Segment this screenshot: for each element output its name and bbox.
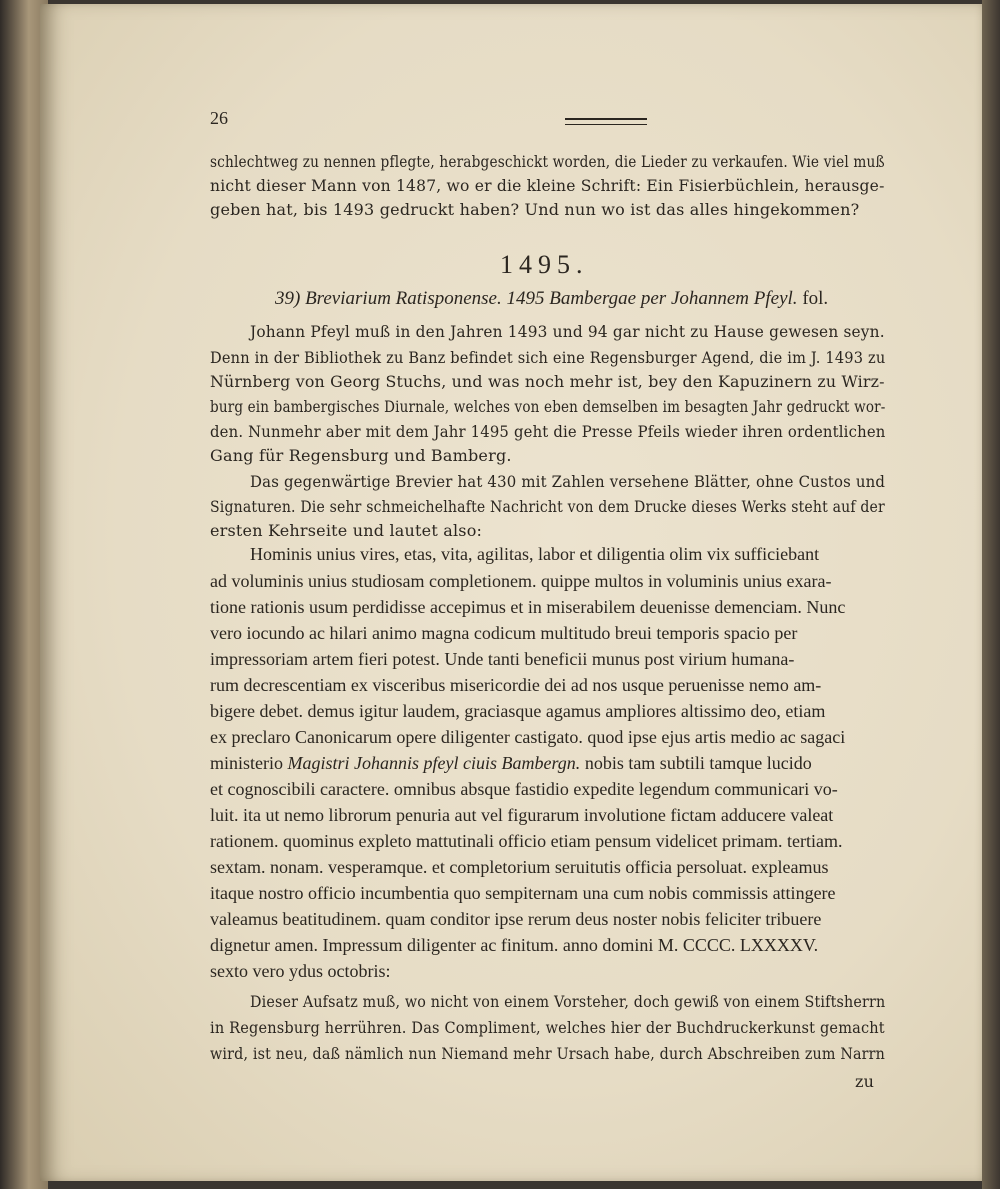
paragraph-line: Denn in der Bibliothek zu Banz befindet sich eine Regensburger Agend, die im J. 1493 zu bbox=[210, 348, 886, 367]
latin-line: et cognoscibili caractere. omnibus absque fastidio expedite legendum communicari vo- bbox=[210, 779, 838, 799]
paragraph-line: ersten Kehrseite und lautet also: bbox=[210, 521, 483, 540]
intro-line: geben hat, bis 1493 gedruckt haben? Und nun wo ist das alles hingekommen? bbox=[210, 200, 860, 219]
latin-line-part: nobis tam subtili tamque lucido bbox=[584, 753, 812, 773]
page-number: 26 bbox=[210, 108, 228, 128]
entry-heading bbox=[275, 288, 828, 310]
header-rule bbox=[565, 118, 647, 120]
latin-line: impressoriam artem fieri potest. Unde tanti beneficii munus post virium humana- bbox=[210, 649, 795, 669]
latin-line: Hominis unius vires, etas, vita, agilitas, labor et diligentia olim vix sufficiebant bbox=[250, 544, 820, 564]
latin-line: sextam. nonam. vesperamque. et completorium seruitutis officia persoluat. expleamus bbox=[210, 857, 829, 877]
latin-line: tione rationis usum perdidisse accepimus et in miserabilem deuenisse demenciam. Nunc bbox=[210, 597, 846, 617]
latin-line: vero iocundo ac hilari animo magna codicum multitudo breui temporis spacio per bbox=[210, 623, 798, 643]
latin-line: valeamus beatitudinem. quam conditor ipse rerum deus noster nobis feliciter tribuere bbox=[210, 909, 822, 929]
latin-line: ex preclaro Canonicarum opere diligenter castigato. quod ipse ejus artis medio ac sagaci bbox=[210, 727, 846, 747]
latin-line: itaque nostro officio incumbentia quo sempiternam una cum nobis commissis attingere bbox=[210, 883, 836, 903]
catchword: zu bbox=[855, 1072, 875, 1091]
header-rule-thin bbox=[565, 124, 647, 125]
latin-line: rum decrescentiam ex visceribus misericordie dei ad nos usque peruenisse nemo am- bbox=[210, 675, 822, 695]
paragraph-line: burg ein bambergisches Diurnale, welches von eben demselben im besagten Jahr gedruckt wor- bbox=[210, 397, 886, 416]
entry-number: 39) bbox=[275, 288, 301, 309]
paragraph-line: Johann Pfeyl muß in den Jahren 1493 und 94 gar nicht zu Hause gewesen seyn. bbox=[250, 322, 885, 341]
paragraph-line: wird, ist neu, daß nämlich nun Niemand mehr Ursach habe, durch Abschreiben zum Narrn bbox=[210, 1044, 886, 1063]
paragraph-line: Gang für Regensburg und Bamberg. bbox=[210, 446, 512, 465]
latin-line: sexto vero ydus octobris: bbox=[210, 961, 391, 981]
paragraph-line: den. Nunmehr aber mit dem Jahr 1495 geht die Presse Pfeils wieder ihren ordentlichen bbox=[210, 422, 886, 441]
page-edge bbox=[982, 0, 1000, 1189]
paragraph-line: Signaturen. Die sehr schmeichelhafte Nachricht von dem Drucke dieses Werks steht auf der bbox=[210, 497, 885, 516]
entry-format: fol. bbox=[802, 288, 829, 309]
paragraph-line: Dieser Aufsatz muß, wo nicht von einem Vorsteher, doch gewiß von einem Stiftsherrn bbox=[250, 992, 886, 1011]
paragraph-line: in Regensburg herrühren. Das Compliment, welches hier der Buchdruckerkunst gemacht bbox=[210, 1018, 885, 1037]
year-heading: 1495. bbox=[500, 250, 589, 279]
latin-line: bigere debet. demus igitur laudem, graciasque agamus ampliores altissimo deo, etiam bbox=[210, 701, 826, 721]
latin-line: dignetur amen. Impressum diligenter ac finitum. anno domini M. CCCC. LXXXXV. bbox=[210, 935, 819, 955]
latin-line bbox=[210, 753, 812, 774]
latin-line: rationem. quominus expleto mattutinali officio etiam pensum videlicet primam. tertiam. bbox=[210, 831, 843, 851]
paragraph-line: Nürnberg von Georg Stuchs, und was noch mehr ist, bey den Kapuzinern zu Wirz- bbox=[210, 372, 885, 391]
entry-title: Breviarium Ratisponense. 1495 Bambergae per Johannem Pfeyl. bbox=[305, 288, 798, 309]
latin-line: luit. ita ut nemo librorum penuria aut vel figurarum involutione fictam adducere valeat bbox=[210, 805, 834, 825]
printer-name: Magistri Johannis pfeyl ciuis Bambergn. bbox=[287, 753, 581, 773]
latin-line-part: ministerio bbox=[210, 753, 283, 773]
latin-line: ad voluminis unius studiosam completionem. quippe multos in voluminis unius exara- bbox=[210, 571, 832, 591]
intro-line: schlechtweg zu nennen pflegte, herabgeschickt worden, die Lieder zu verkaufen. Wie viel muß bbox=[210, 152, 885, 171]
intro-line: nicht dieser Mann von 1487, wo er die kleine Schrift: Ein Fisierbüchlein, herausge- bbox=[210, 176, 885, 195]
paragraph-line: Das gegenwärtige Brevier hat 430 mit Zahlen versehene Blätter, ohne Custos und bbox=[250, 472, 886, 491]
